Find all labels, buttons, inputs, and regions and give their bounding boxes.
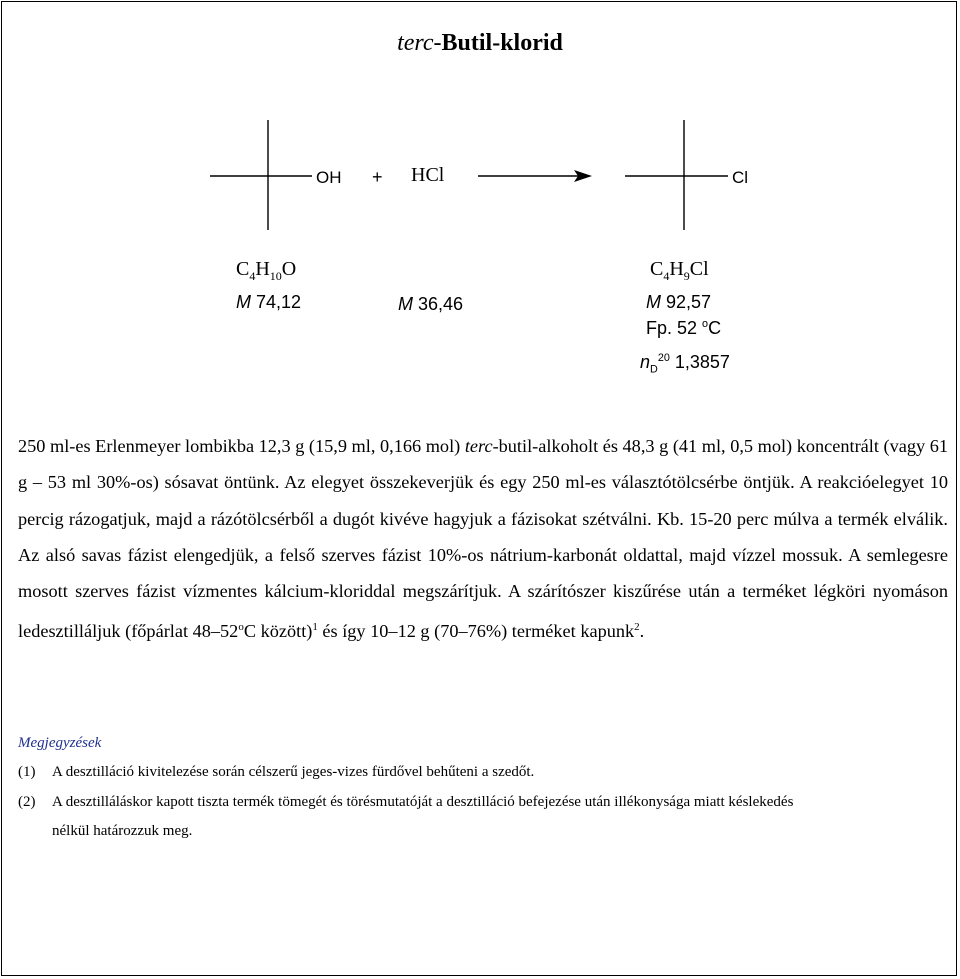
note-2: (2) A desztilláláskor kapott tiszta termék tömegét és törésmutatóját a desztilláció befejezése után illékonysága miatt késlekedés nélkül határozzuk meg.: [18, 794, 794, 839]
product-boiling-point: Fp. 52 $^o$C: [646, 318, 722, 338]
plus-sign: +: [372, 167, 383, 187]
procedure-paragraph: 250 ml-es Erlenmeyer lombikba 12,3 g (15,9 ml, 0,166 mol) terc-butil-alkoholt és 48,3 g (41 ml, 0,5 mol) koncentrált (vagy 61 g – 53 ml 30%-os) sósavat öntünk. Az elegyet összekeverjük és egy 250 ml-es választótölcsérbe öntjük. A reakcióelegyet 10 percig rázogatjuk, majd a rázótölcsérből a dugót kivéve hagyjuk a fázisokat szétválni. Kb. 15-20 perc múlva a termék elválik. Az alsó savas fázist elengedjük, a felső szerves fázist 10%-os nátrium-karbonát oldattal, majd vízzel mossuk. A semlegesre mosott szerves fázist vízmentes kálcium-kloriddal megszárítjuk. A szárítószer kiszűrése után a terméket légköri nyomáson ledesztilláljuk (főpárlat 48–52$^o$C között)$^1$ és így 10–12 g (70–76%) terméket kapunk$^2$.: [18, 436, 948, 642]
product-chloro-label: Cl: [732, 168, 749, 187]
reaction-scheme: [0, 0, 960, 260]
reactant-molar-mass: M 74,12: [236, 292, 302, 312]
title-main: Butil-klorid: [441, 30, 563, 56]
product-molar-mass: M 92,57: [646, 292, 712, 312]
reactant-formula: $C_4H_{10}O$: [236, 258, 297, 283]
reactant-hydroxyl-label: OH: [316, 168, 342, 187]
product-refractive-index: $n_D^{20}$ 1,3857: [640, 352, 730, 376]
notes-heading: Megjegyzések: [18, 735, 102, 751]
reagent-molar-mass: M 36,46: [398, 294, 464, 314]
title-prefix: terc-: [397, 30, 442, 56]
note-1: (1) A desztilláció kivitelezése során célszerű jeges-vizes fürdővel behűteni a szedőt.: [18, 764, 535, 780]
reagent-label: HCl: [411, 164, 445, 186]
product-formula: $C_4H_9Cl$: [650, 258, 709, 283]
